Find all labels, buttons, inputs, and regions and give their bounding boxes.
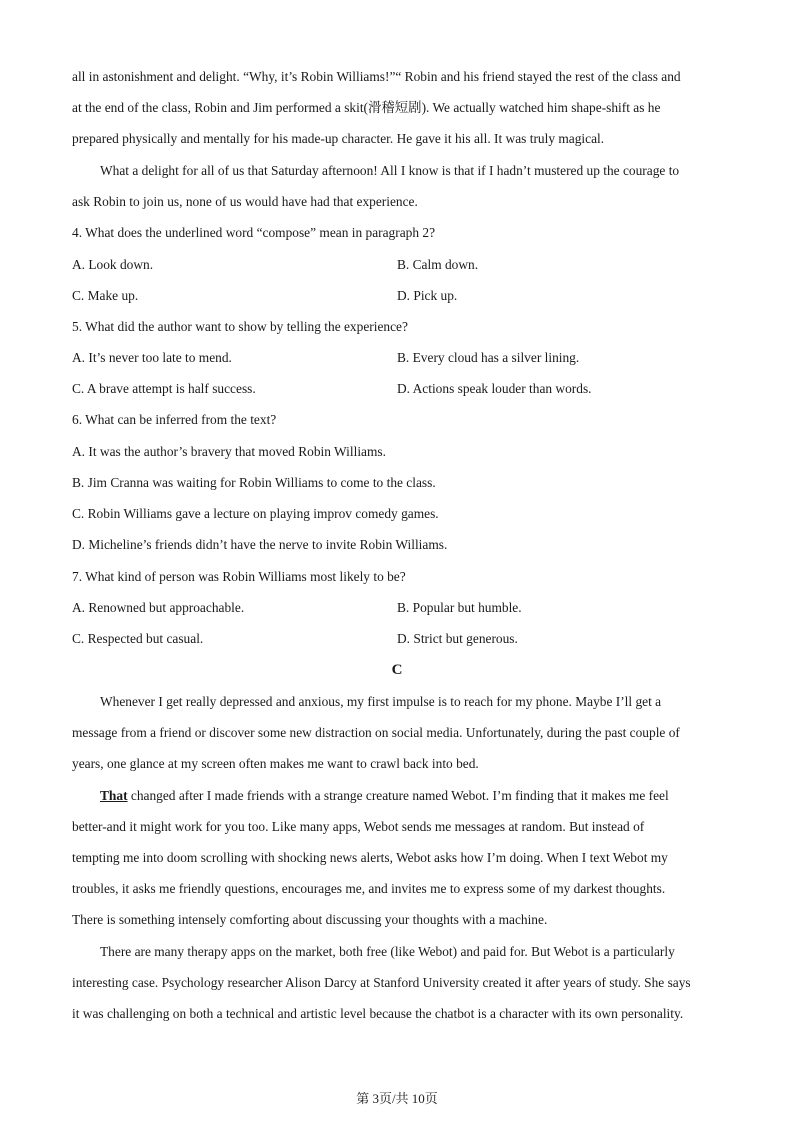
text-line: troubles, it asks me friendly questions, encourages me, and invites me to express some of my darkest thoughts. (72, 881, 666, 896)
text-line: years, one glance at my screen often makes me want to crawl back into bed. (72, 756, 479, 771)
question-6-option-a: A. It was the author’s bravery that moved Robin Williams. (72, 444, 386, 459)
question-6-option-b: B. Jim Cranna was waiting for Robin Williams to come to the class. (72, 475, 436, 490)
question-4-option-a: A. Look down. (72, 257, 154, 272)
text-line: prepared physically and mentally for his made-up character. He gave it his all. It was truly magical. (72, 131, 605, 146)
question-5-option-a: A. It’s never too late to mend. (72, 350, 232, 365)
text-run: changed after I made friends with a strange creature named Webot. I’m finding that it makes me feel (127, 788, 669, 803)
text-line: There are many therapy apps on the market, both free (like Webot) and paid for. But Webot is a particularly (100, 944, 675, 959)
text-line: better-and it might work for you too. Like many apps, Webot sends me messages at random. But instead of (72, 819, 645, 834)
question-7-option-a: A. Renowned but approachable. (72, 600, 245, 615)
text-line: message from a friend or discover some new distraction on social media. Unfortunately, during the past couple of (72, 725, 680, 740)
text-line: all in astonishment and delight. “Why, it’s Robin Williams!”“ Robin and his friend stayed the rest of the class and (72, 69, 681, 84)
question-6-stem: 6. What can be inferred from the text? (72, 412, 277, 427)
question-7-option-b: B. Popular but humble. (397, 600, 522, 615)
question-5-option-c: C. A brave attempt is half success. (72, 381, 256, 396)
question-4-option-d: D. Pick up. (397, 288, 458, 303)
question-7-option-d: D. Strict but generous. (397, 631, 518, 646)
question-4-option-b: B. Calm down. (397, 257, 479, 272)
question-7-stem: 7. What kind of person was Robin Williams most likely to be? (72, 569, 406, 584)
page-number: 第 3页/共 10页 (356, 1091, 438, 1106)
text-line: at the end of the class, Robin and Jim performed a skit(滑稽短剧). We actually watched him shape-shift as he (72, 100, 661, 115)
question-5-stem: 5. What did the author want to show by telling the experience? (72, 319, 408, 334)
text-line: it was challenging on both a technical and artistic level because the chatbot is a character with its own personality. (72, 1006, 684, 1021)
text-line: Whenever I get really depressed and anxious, my first impulse is to reach for my phone. Maybe I’ll get a (100, 694, 662, 709)
question-6-option-c: C. Robin Williams gave a lecture on playing improv comedy games. (72, 506, 439, 521)
question-5-option-d: D. Actions speak louder than words. (397, 381, 592, 396)
question-4-option-c: C. Make up. (72, 288, 139, 303)
text-line: interesting case. Psychology researcher Alison Darcy at Stanford University created it after years of study. She says (72, 975, 691, 990)
underlined-word: That (100, 788, 128, 803)
section-heading: C (391, 662, 403, 678)
text-line: What a delight for all of us that Saturday afternoon! All I know is that if I hadn’t mustered up the courage to (100, 163, 680, 178)
text-line: There is something intensely comforting about discussing your thoughts with a machine. (72, 912, 548, 927)
question-7-option-c: C. Respected but casual. (72, 631, 204, 646)
question-6-option-d: D. Micheline’s friends didn’t have the nerve to invite Robin Williams. (72, 537, 448, 552)
question-4-stem: 4. What does the underlined word “compose” mean in paragraph 2? (72, 225, 436, 240)
text-line (100, 787, 669, 805)
text-line: tempting me into doom scrolling with shocking news alerts, Webot asks how I’m doing. When I text Webot my (72, 850, 668, 865)
question-5-option-b: B. Every cloud has a silver lining. (397, 350, 580, 365)
text-line: ask Robin to join us, none of us would have had that experience. (72, 194, 418, 209)
